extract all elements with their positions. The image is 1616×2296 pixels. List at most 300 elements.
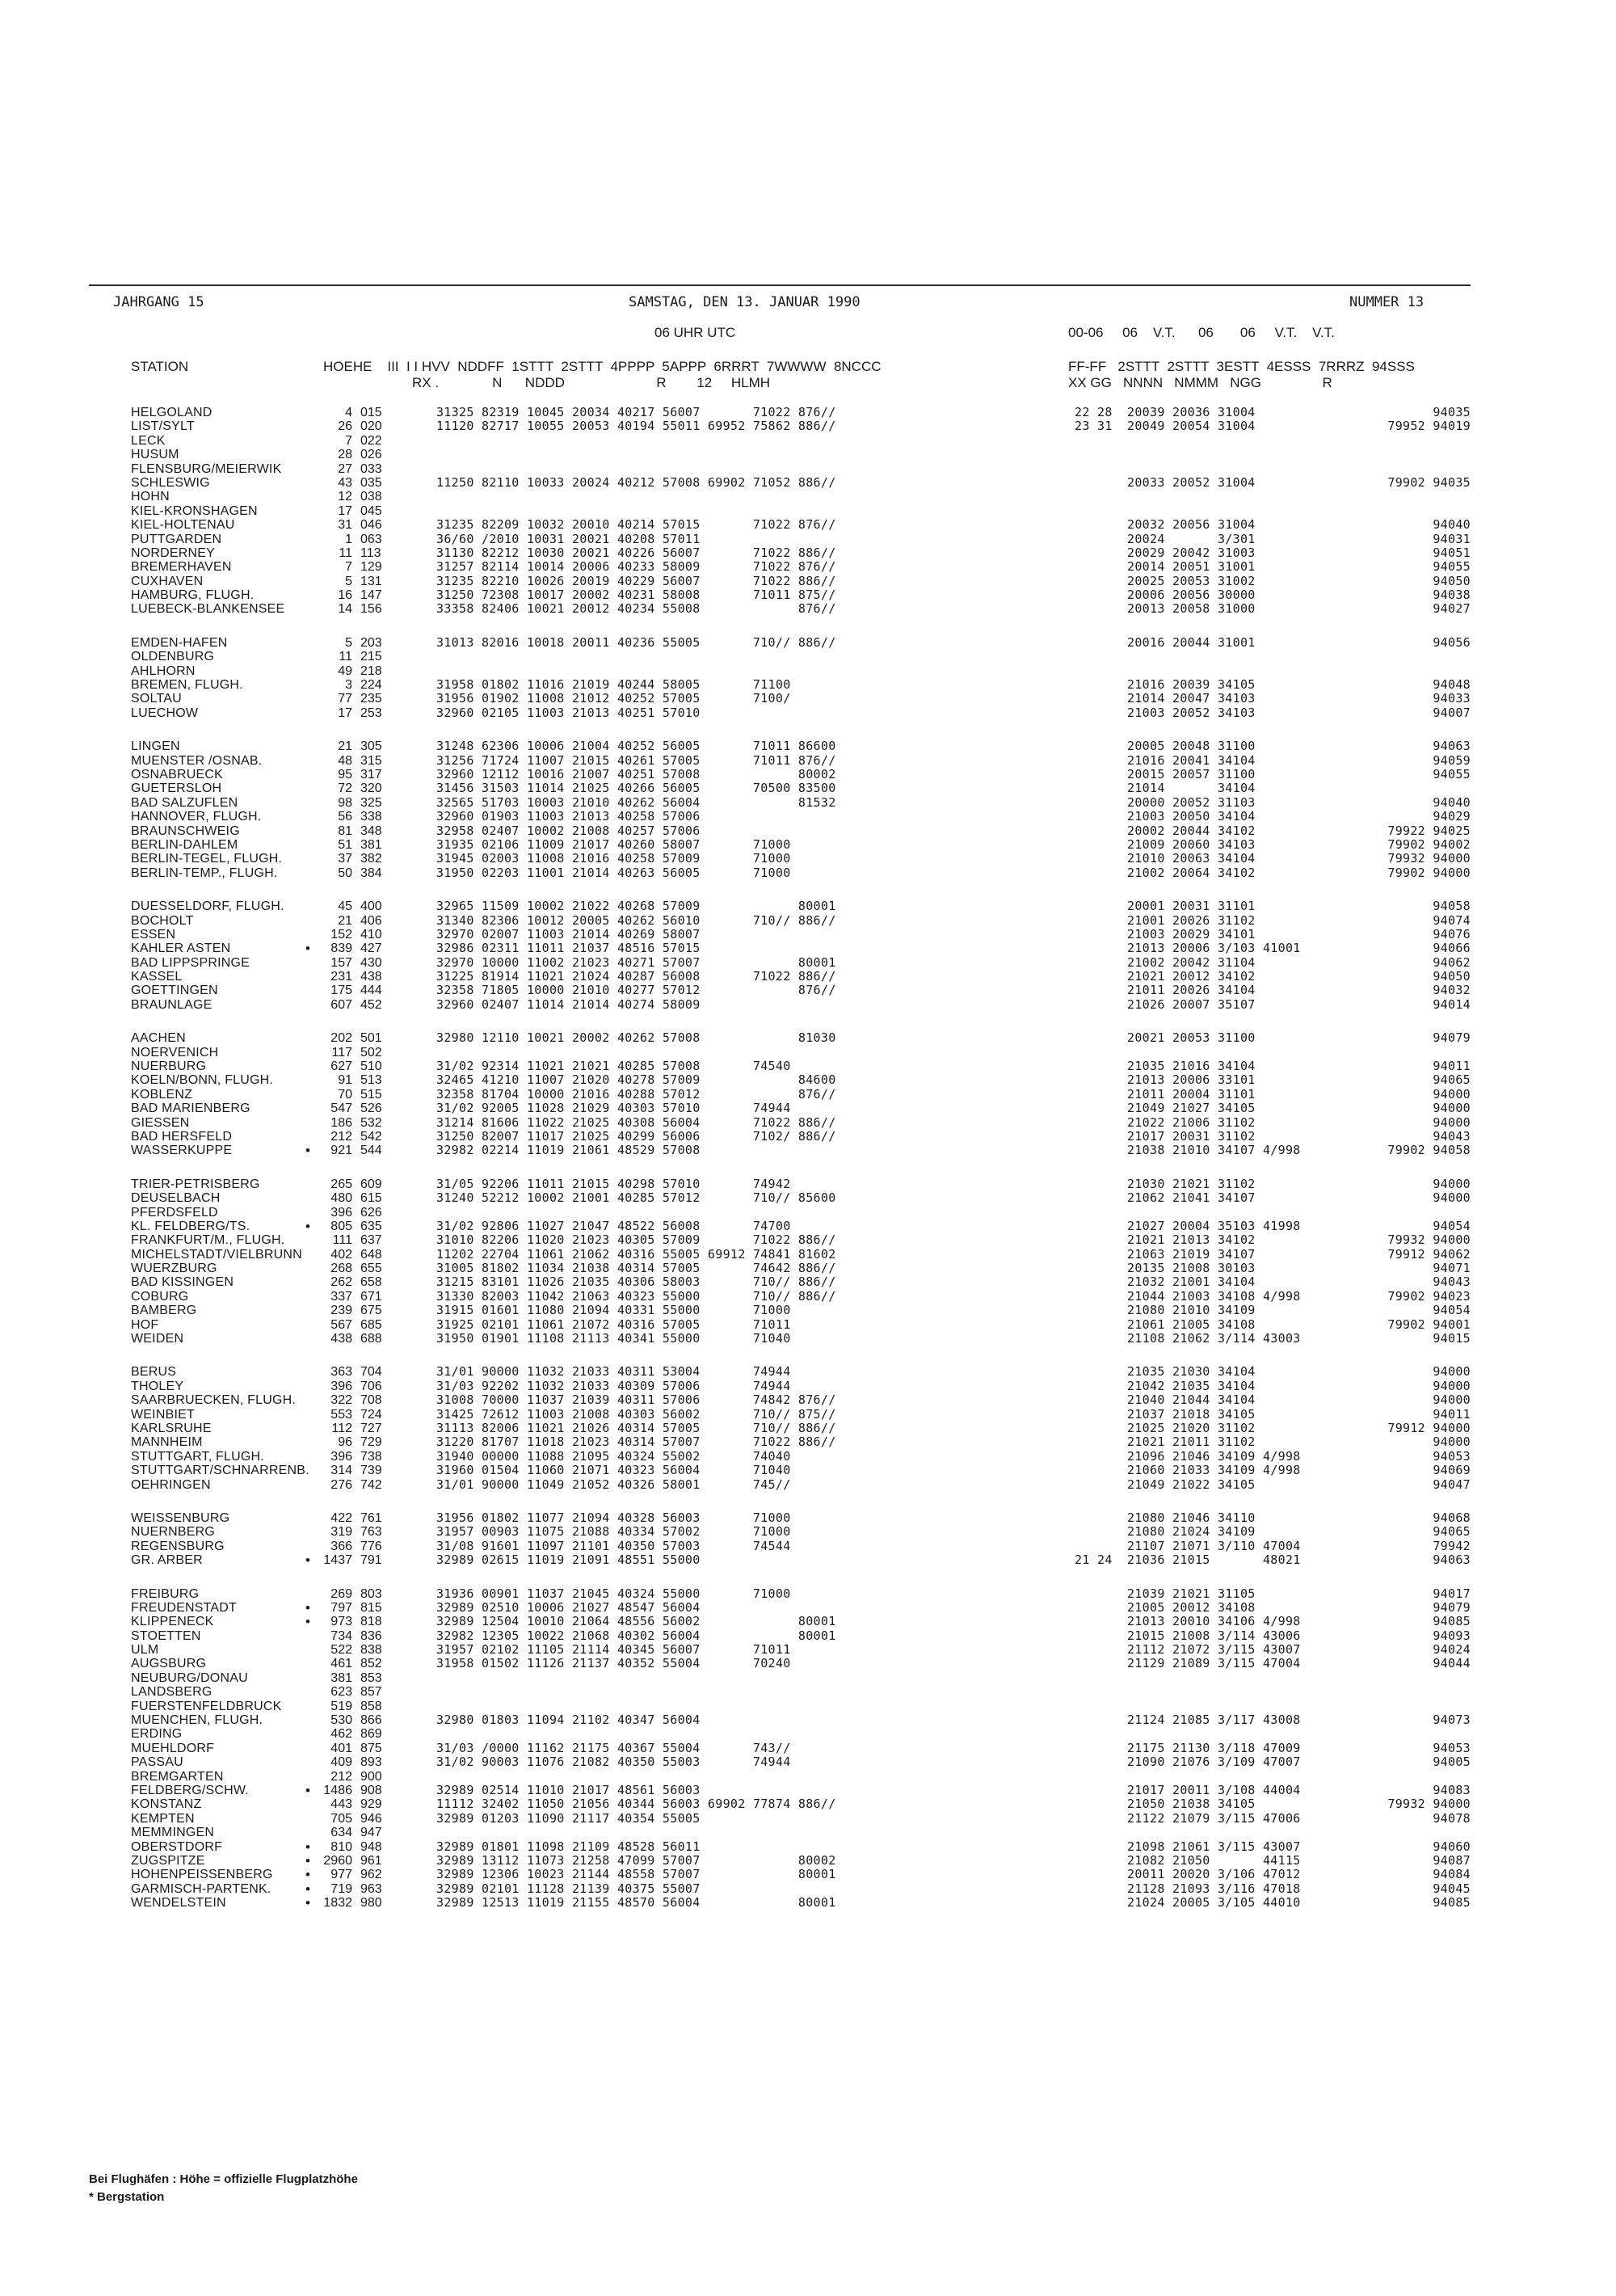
station-index: 510 <box>360 1060 382 1074</box>
station-height: 70 <box>338 1087 352 1102</box>
right-period-header: 00-06 06 V.T. 06 06 V.T. V.T. <box>1068 325 1335 340</box>
mountain-station-mark: • <box>305 1839 310 1855</box>
station-index: 427 <box>360 942 382 956</box>
table-row <box>89 462 1471 476</box>
station-index: 444 <box>360 984 382 998</box>
station-index: 609 <box>360 1177 382 1191</box>
temperature-groups: 21015 21008 3/114 43006 <box>1127 1628 1301 1643</box>
synop-groups: 31248 62306 10006 21004 40252 56005 71011 86600 <box>436 739 836 754</box>
station-name: STUTTGART, FLUGH. <box>131 1449 264 1464</box>
table-row <box>89 448 1471 461</box>
synop-groups: 11250 82110 10033 20024 40212 57008 69902 71052 886// <box>436 474 836 490</box>
snow-groups: 94029 <box>1433 809 1471 824</box>
station-name: NUERNBERG <box>131 1525 216 1540</box>
station-height: 16 <box>338 588 352 603</box>
snow-groups: 94084 <box>1433 1867 1471 1882</box>
table-row <box>89 914 1471 928</box>
station-name: MUEHLDORF <box>131 1741 215 1755</box>
synop-groups: 32989 13112 11073 21258 47099 57007 80002 <box>436 1852 836 1868</box>
mountain-station-mark: • <box>305 1867 310 1883</box>
table-row <box>89 1130 1471 1144</box>
station-name: HANNOVER, FLUGH. <box>131 810 262 824</box>
station-height: 1486 <box>323 1783 352 1797</box>
station-name: PUTTGARDEN <box>131 532 222 546</box>
station-index: 452 <box>360 997 382 1012</box>
table-row <box>89 1206 1471 1220</box>
station-height: 72 <box>338 781 352 796</box>
table-row <box>89 1116 1471 1130</box>
station-index: 382 <box>360 852 382 866</box>
temperature-groups: 21025 21020 31102 <box>1127 1421 1256 1435</box>
station-index: 038 <box>360 490 382 504</box>
station-height: 51 <box>338 837 352 852</box>
table-row <box>89 956 1471 970</box>
station-height: 186 <box>330 1115 352 1130</box>
synop-groups: 32358 81704 10000 21016 40288 57012 876// <box>436 1086 836 1102</box>
station-index: 035 <box>360 475 382 490</box>
table-row <box>89 1275 1471 1289</box>
snow-groups: 94040 <box>1433 517 1471 533</box>
station-index: 615 <box>360 1191 382 1206</box>
temperature-groups: 21021 21013 34102 <box>1127 1232 1256 1248</box>
station-index: 320 <box>360 781 382 796</box>
temperature-groups: 21061 21005 34108 <box>1127 1317 1256 1332</box>
snow-groups: 94054 <box>1433 1303 1471 1318</box>
table-row <box>89 1464 1471 1477</box>
snow-groups: 94051 <box>1433 545 1471 560</box>
station-name: LIST/SYLT <box>131 419 195 434</box>
station-index: 384 <box>360 866 382 880</box>
synop-groups: 31/01 90000 11049 21052 40326 58001 745// <box>436 1477 791 1492</box>
station-name: LINGEN <box>131 739 180 754</box>
table-row <box>89 824 1471 838</box>
table-row <box>89 1318 1471 1332</box>
station-name: BRAUNSCHWEIG <box>131 824 240 838</box>
station-index: 738 <box>360 1449 382 1464</box>
station-name: BERLIN-DAHLEM <box>131 837 238 852</box>
table-row <box>89 1812 1471 1826</box>
station-name: BOCHOLT <box>131 913 194 928</box>
snow-groups: 94040 <box>1433 794 1471 810</box>
station-height: 462 <box>330 1727 352 1742</box>
snow-groups: 94014 <box>1433 996 1471 1012</box>
station-name: DEUSELBACH <box>131 1191 221 1206</box>
station-height: 7 <box>345 433 352 448</box>
station-name: HOHENPEISSENBERG <box>131 1868 273 1882</box>
station-name: KIEL-KRONSHAGEN <box>131 503 258 518</box>
station-index: 875 <box>360 1741 382 1755</box>
temperature-groups: 21080 21024 34109 <box>1127 1524 1256 1540</box>
station-index: 348 <box>360 824 382 838</box>
synop-groups: 31225 81914 11021 21024 40287 56008 71022 886// <box>436 969 836 984</box>
station-height: 21 <box>338 739 352 754</box>
station-name: MICHELSTADT/VIELBRUNN <box>131 1247 302 1262</box>
station-index: 706 <box>360 1379 382 1393</box>
temperature-groups: 21011 20004 31101 <box>1127 1086 1256 1102</box>
station-index: 515 <box>360 1087 382 1102</box>
snow-groups: 79922 94025 <box>1387 823 1471 838</box>
table-row <box>89 1144 1471 1157</box>
snow-groups: 94079 <box>1433 1030 1471 1046</box>
station-height: 422 <box>330 1510 352 1525</box>
synop-groups: 32960 01903 11003 21013 40258 57006 <box>436 809 701 824</box>
station-name: PFERDSFELD <box>131 1205 218 1220</box>
station-height: 50 <box>338 866 352 880</box>
station-name: MEMMINGEN <box>131 1826 215 1840</box>
table-row <box>89 739 1471 753</box>
table-row <box>89 768 1471 781</box>
table-row <box>89 1615 1471 1628</box>
table-row <box>89 1553 1471 1567</box>
snow-groups: 94074 <box>1433 912 1471 928</box>
synop-groups: 32989 02615 11019 21091 48551 55000 <box>436 1552 701 1568</box>
synop-groups: 11202 22704 11061 21062 40316 55005 69912 74841 81602 <box>436 1246 836 1262</box>
station-name: OBERSTDORF <box>131 1839 223 1854</box>
table-row <box>89 1671 1471 1685</box>
station-index: 671 <box>360 1289 382 1304</box>
table-row <box>89 1854 1471 1868</box>
snow-groups: 94011 <box>1433 1406 1471 1422</box>
station-height: 322 <box>330 1393 352 1408</box>
wind-gust-groups: 21 24 <box>1075 1552 1113 1568</box>
mountain-station-mark: • <box>305 941 310 957</box>
temperature-groups: 21042 21035 34104 <box>1127 1378 1256 1393</box>
station-height: 547 <box>330 1102 352 1116</box>
station-index: 063 <box>360 532 382 546</box>
station-height: 21 <box>338 913 352 928</box>
station-name: FREIBURG <box>131 1586 200 1601</box>
table-row <box>89 899 1471 913</box>
station-height: 567 <box>330 1317 352 1332</box>
station-height: 319 <box>330 1525 352 1540</box>
table-row <box>89 504 1471 518</box>
snow-groups: 79932 94000 <box>1387 1797 1471 1812</box>
synop-groups: 31010 82206 11020 21023 40305 57009 71022 886// <box>436 1232 836 1248</box>
temperature-groups: 20001 20031 31101 <box>1127 899 1256 914</box>
station-index: 635 <box>360 1219 382 1233</box>
table-row <box>89 1262 1471 1275</box>
synop-groups: 31925 02101 11061 21072 40316 57005 71011 <box>436 1317 791 1332</box>
station-height: 17 <box>338 706 352 720</box>
station-name: KONSTANZ <box>131 1797 202 1812</box>
mountain-station-mark: • <box>305 1614 310 1630</box>
station-height: 1437 <box>323 1553 352 1568</box>
station-name: SCHLESWIG <box>131 475 210 490</box>
synop-groups: 32358 71805 10000 21010 40277 57012 876// <box>436 983 836 998</box>
synop-groups: 32989 12513 11019 21155 48570 56004 80001 <box>436 1895 836 1911</box>
station-name: KASSEL <box>131 970 183 984</box>
temperature-groups: 21013 20010 34106 4/998 <box>1127 1614 1301 1629</box>
synop-groups: 31214 81606 11022 21025 40308 56004 71022 886// <box>436 1114 836 1130</box>
station-name: KOBLENZ <box>131 1087 193 1102</box>
synop-groups: 31425 72612 11003 21008 40303 56002 710// 875// <box>436 1406 836 1422</box>
synop-groups: 31958 01802 11016 21019 40244 58005 71100 <box>436 677 791 693</box>
synop-groups: 31325 82319 10045 20034 40217 56007 71022 876// <box>436 405 836 419</box>
table-row <box>89 852 1471 866</box>
table-row <box>89 1727 1471 1741</box>
snow-groups: 94078 <box>1433 1810 1471 1826</box>
synop-groups: 32960 02407 11014 21014 40274 58009 <box>436 996 701 1012</box>
station-name: WASSERKUPPE <box>131 1144 233 1158</box>
snow-groups: 94062 <box>1433 954 1471 970</box>
temperature-groups: 21060 21033 34109 4/998 <box>1127 1463 1301 1478</box>
station-index: 542 <box>360 1129 382 1144</box>
synop-groups: 31956 01802 11077 21094 40328 56003 71000 <box>436 1510 791 1525</box>
station-name: HAMBURG, FLUGH. <box>131 588 255 603</box>
snow-groups: 94076 <box>1433 926 1471 942</box>
station-name: OSNABRUECK <box>131 767 224 781</box>
station-height: 396 <box>330 1205 352 1220</box>
snow-groups: 94050 <box>1433 573 1471 588</box>
synop-groups: 31235 82210 10026 20019 40229 56007 71022 886// <box>436 573 836 588</box>
station-height: 175 <box>330 984 352 998</box>
synop-groups: 31935 02106 11009 21017 40260 58007 71000 <box>436 836 791 852</box>
station-height: 810 <box>330 1839 352 1854</box>
table-row <box>89 406 1471 419</box>
station-height: 553 <box>330 1407 352 1422</box>
synop-groups: 32970 10000 11002 21023 40271 57007 80001 <box>436 954 836 970</box>
station-height: 212 <box>330 1129 352 1144</box>
snow-groups: 94055 <box>1433 559 1471 575</box>
temperature-groups: 21080 21046 34110 <box>1127 1510 1256 1525</box>
snow-groups: 94069 <box>1433 1463 1471 1478</box>
snow-groups: 79942 <box>1433 1538 1471 1553</box>
table-row <box>89 1587 1471 1601</box>
table-row <box>89 1191 1471 1205</box>
synop-groups: 31456 31503 11014 21025 40266 56005 70500 83500 <box>436 781 836 796</box>
synop-groups: 31130 82212 10030 20021 40226 56007 71022 886// <box>436 545 836 560</box>
table-row <box>89 1540 1471 1553</box>
snow-groups: 79902 94002 <box>1387 836 1471 852</box>
temperature-groups: 20006 20056 30000 <box>1127 588 1256 603</box>
station-height: 797 <box>330 1600 352 1615</box>
station-index: 253 <box>360 706 382 720</box>
station-name: REGENSBURG <box>131 1539 225 1553</box>
snow-groups: 94054 <box>1433 1218 1471 1233</box>
synop-groups: 31008 70000 11037 21039 40311 57006 74842 876// <box>436 1392 836 1408</box>
synop-groups: 32982 02214 11019 21061 48529 57008 <box>436 1143 701 1158</box>
station-name: KAHLER ASTEN <box>131 942 231 956</box>
temperature-groups: 21021 21011 31102 <box>1127 1434 1256 1450</box>
station-name: BAD LIPPSPRINGE <box>131 955 250 970</box>
snow-groups: 94065 <box>1433 1072 1471 1088</box>
station-height: 366 <box>330 1539 352 1553</box>
station-index: 893 <box>360 1755 382 1770</box>
table-row <box>89 1408 1471 1422</box>
code-header-row2: RX . N NDDD R 12 HLMH <box>412 375 771 390</box>
station-height: 48 <box>338 753 352 768</box>
temperature-groups: 21038 21010 34107 4/998 <box>1127 1143 1301 1158</box>
table-row <box>89 1657 1471 1670</box>
synop-groups: 31/02 92314 11021 21021 40285 57008 74540 <box>436 1059 791 1074</box>
station-height: 734 <box>330 1628 352 1643</box>
mountain-station-mark: • <box>305 1782 310 1798</box>
temperature-groups: 21014 34104 <box>1127 781 1256 796</box>
snow-groups: 94000 <box>1433 1101 1471 1116</box>
station-name: MUENCHEN, FLUGH. <box>131 1713 263 1728</box>
table-row <box>89 1220 1471 1233</box>
temperature-groups: 21013 20006 3/103 41001 <box>1127 941 1301 956</box>
table-row <box>89 533 1471 546</box>
synop-groups: 32970 02007 11003 21014 40269 58007 <box>436 926 701 942</box>
mountain-station-mark: • <box>305 1895 310 1911</box>
table-row <box>89 434 1471 448</box>
temperature-groups: 20015 20057 31100 <box>1127 766 1256 781</box>
temperature-groups: 21002 20064 34102 <box>1127 865 1256 880</box>
table-row <box>89 1332 1471 1346</box>
station-height: 91 <box>338 1073 352 1088</box>
temperature-groups: 21128 21093 3/116 47018 <box>1127 1881 1301 1896</box>
temperature-groups: 21009 20060 34103 <box>1127 836 1256 852</box>
temperature-groups: 21013 20006 33101 <box>1127 1072 1256 1088</box>
station-index: 961 <box>360 1853 382 1868</box>
code-header-row1: HOEHE III I I HVV NDDFF 1STTT 2STTT 4PPPP 5APPP 6RRRT 7WWWW 8NCCC <box>323 359 882 374</box>
table-row <box>89 838 1471 852</box>
synop-groups: 32565 51703 10003 21010 40262 56004 81532 <box>436 794 836 810</box>
station-index: 866 <box>360 1713 382 1728</box>
snow-groups: 94033 <box>1433 691 1471 706</box>
snow-groups: 94027 <box>1433 601 1471 617</box>
temperature-groups: 21063 21019 34107 <box>1127 1246 1256 1262</box>
temperature-groups: 21175 21130 3/118 47009 <box>1127 1740 1301 1755</box>
temperature-groups: 21003 20050 34104 <box>1127 809 1256 824</box>
station-index: 315 <box>360 753 382 768</box>
snow-groups: 94007 <box>1433 705 1471 720</box>
temperature-groups: 20039 20036 31004 <box>1127 405 1256 419</box>
temperature-groups: 20000 20052 31103 <box>1127 794 1256 810</box>
temperature-groups: 20032 20056 31004 <box>1127 517 1256 533</box>
snow-groups: 79932 94000 <box>1387 1232 1471 1248</box>
temperature-groups: 20014 20051 31001 <box>1127 559 1256 575</box>
station-height: 231 <box>330 970 352 984</box>
snow-groups: 94063 <box>1433 1552 1471 1568</box>
station-index: 980 <box>360 1896 382 1911</box>
synop-groups: 31960 01504 11060 21071 40323 56004 71040 <box>436 1463 791 1478</box>
station-index: 869 <box>360 1727 382 1742</box>
table-row <box>89 781 1471 795</box>
station-name: STUTTGART/SCHNARRENB. <box>131 1464 309 1478</box>
temperature-groups: 21036 21015 48021 <box>1127 1552 1301 1568</box>
station-height: 157 <box>330 955 352 970</box>
table-row <box>89 970 1471 984</box>
snow-groups: 94063 <box>1433 739 1471 754</box>
mountain-station-mark: • <box>305 1881 310 1897</box>
temperature-groups: 21003 20029 34101 <box>1127 926 1256 942</box>
station-height: 7 <box>345 560 352 575</box>
station-index: 045 <box>360 503 382 518</box>
snow-groups: 94000 <box>1433 1364 1471 1380</box>
table-row <box>89 1629 1471 1643</box>
temperature-groups: 21044 21003 34108 4/998 <box>1127 1288 1301 1304</box>
synop-groups: 31950 01901 11108 21113 40341 55000 71040 <box>436 1331 791 1346</box>
snow-groups: 94038 <box>1433 588 1471 603</box>
snow-groups: 94058 <box>1433 899 1471 914</box>
temperature-groups: 21016 20039 34105 <box>1127 677 1256 693</box>
station-name: LANDSBERG <box>131 1685 213 1700</box>
temperature-groups: 21049 21022 34105 <box>1127 1477 1256 1492</box>
station-height: 56 <box>338 810 352 824</box>
station-height: 438 <box>330 1332 352 1346</box>
station-height: 43 <box>338 475 352 490</box>
station-height: 17 <box>338 503 352 518</box>
station-index: 406 <box>360 913 382 928</box>
synop-groups: 32989 12306 10023 21144 48558 57007 80001 <box>436 1867 836 1882</box>
station-name: ZUGSPITZE <box>131 1853 205 1868</box>
station-name: EMDEN-HAFEN <box>131 635 228 650</box>
snow-groups: 94031 <box>1433 531 1471 546</box>
snow-groups: 94017 <box>1433 1586 1471 1601</box>
station-height: 5 <box>345 574 352 588</box>
synop-groups: 32980 01803 11094 21102 40347 56004 <box>436 1713 701 1728</box>
station-height: 14 <box>338 602 352 617</box>
temperature-groups: 20049 20054 31004 <box>1127 419 1256 434</box>
station-index: 852 <box>360 1657 382 1671</box>
station-height: 4 <box>345 406 352 419</box>
mountain-station-mark: • <box>305 1218 310 1234</box>
snow-groups: 94024 <box>1433 1642 1471 1658</box>
station-index: 946 <box>360 1811 382 1826</box>
snow-groups: 94000 <box>1433 1176 1471 1191</box>
station-height: 28 <box>338 448 352 462</box>
temperature-groups: 21096 21046 34109 4/998 <box>1127 1448 1301 1464</box>
station-height: 81 <box>338 824 352 838</box>
station-name: SAARBRUECKEN, FLUGH. <box>131 1393 297 1408</box>
station-index: 513 <box>360 1073 382 1088</box>
snow-groups: 79902 94001 <box>1387 1317 1471 1332</box>
snow-groups: 94066 <box>1433 941 1471 956</box>
temperature-groups: 21108 21062 3/114 43003 <box>1127 1331 1301 1346</box>
snow-groups: 94050 <box>1433 969 1471 984</box>
station-index: 724 <box>360 1407 382 1422</box>
temperature-groups: 21112 21072 3/115 43007 <box>1127 1642 1301 1658</box>
station-name: AACHEN <box>131 1031 186 1046</box>
issue-number: NUMMER 13 <box>1349 294 1425 310</box>
table-row <box>89 1525 1471 1539</box>
station-name: COBURG <box>131 1289 189 1304</box>
temperature-groups: 20016 20044 31001 <box>1127 634 1256 650</box>
snow-groups: 94053 <box>1433 1448 1471 1464</box>
station-name: HELGOLAND <box>131 406 213 419</box>
station-index: 948 <box>360 1839 382 1854</box>
temperature-groups: 21011 20026 34104 <box>1127 983 1256 998</box>
station-index: 129 <box>360 560 382 575</box>
wind-gust-groups: 22 28 <box>1075 405 1113 419</box>
snow-groups: 94071 <box>1433 1261 1471 1276</box>
temperature-groups: 21062 21041 34107 <box>1127 1190 1256 1206</box>
temperature-groups: 21014 20047 34103 <box>1127 691 1256 706</box>
synop-groups: 32965 11509 10002 21022 40268 57009 80001 <box>436 899 836 914</box>
group-spacer <box>89 720 1471 739</box>
group-spacer <box>89 617 1471 636</box>
station-index: 033 <box>360 461 382 476</box>
table-row <box>89 1742 1471 1755</box>
station-name: BAMBERG <box>131 1304 197 1318</box>
table-row <box>89 1380 1471 1393</box>
table-row <box>89 1700 1471 1713</box>
synop-groups: 31/02 90003 11076 21082 40350 55003 74944 <box>436 1755 791 1770</box>
station-name: BERUS <box>131 1365 177 1380</box>
temperature-groups: 21035 21030 34104 <box>1127 1364 1256 1380</box>
table-row <box>89 490 1471 503</box>
temperature-groups: 20021 20053 31100 <box>1127 1030 1256 1046</box>
station-name: BAD SALZUFLEN <box>131 795 238 810</box>
station-name: SOLTAU <box>131 692 182 706</box>
station-height: 401 <box>330 1741 352 1755</box>
synop-groups: 31250 72308 10017 20002 40231 58008 71011 875// <box>436 588 836 603</box>
snow-groups: 94043 <box>1433 1274 1471 1290</box>
table-row <box>89 1422 1471 1435</box>
station-height: 977 <box>330 1868 352 1882</box>
